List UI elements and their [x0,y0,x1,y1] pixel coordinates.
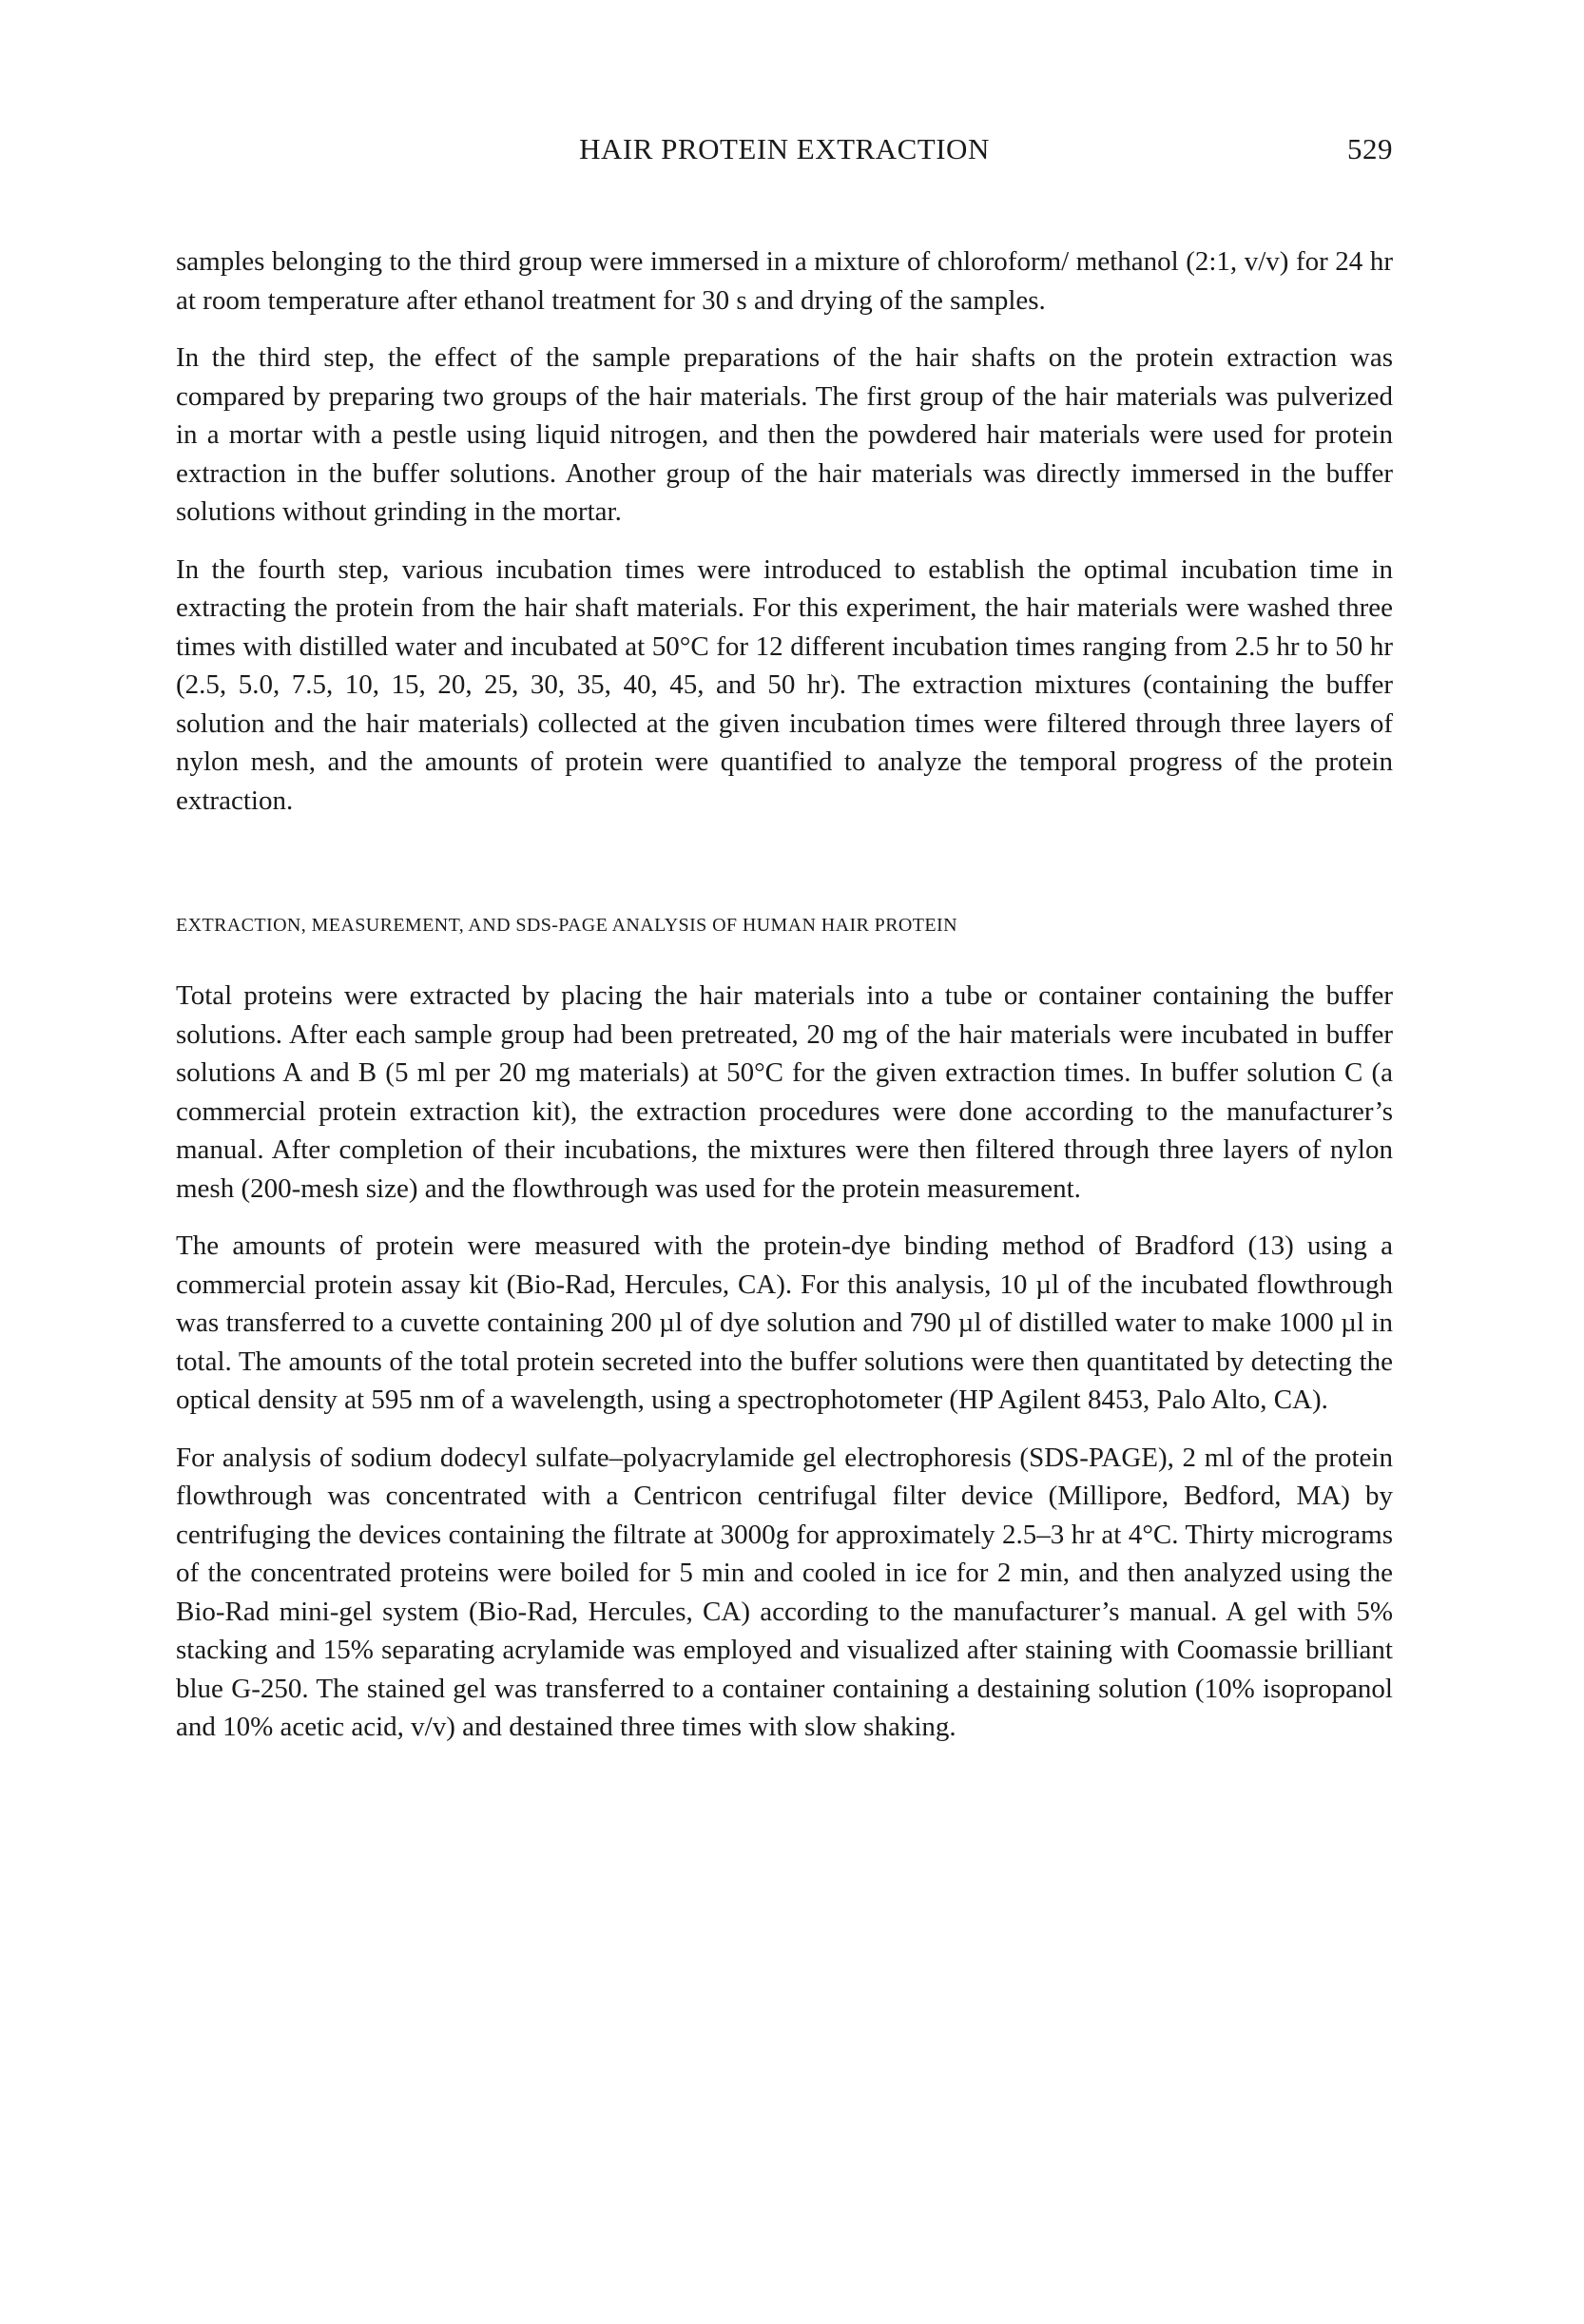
body-paragraph: In the fourth step, various incubation times were introduced to establish the optimal incubation time in extracting the protein from the hair shaft materials. For this experiment, the hair materials were washed three times with distilled water and incubated at 50°C for 12 different incubation times ranging from 2.5 hr to 50 hr (2.5, 5.0, 7.5, 10, 15, 20, 25, 30, 35, 40, 45, and 50 hr). The extraction mixtures (containing the buffer solution and the hair materials) collected at the given incubation times were filtered through three layers of nylon mesh, and the amounts of protein were quantified to analyze the temporal progress of the protein extraction. [176,553,1393,816]
running-title: HAIR PROTEIN EXTRACTION [579,132,990,165]
body-paragraph: For analysis of sodium dodecyl sulfate–polyacrylamide gel electrophoresis (SDS-PAGE), 2 ml of the protein flowthrough was concentrated with a Centricon centrifugal filter device (Millipore, Bedford, MA) by centrifuging the devices containing the filtrate at 3000g for approximately 2.5–3 hr at 4°C. Thirty micrograms of the concentrated proteins were boiled for 5 min and cooled in ice for 2 min, and then analyzed using the Bio-Rad mini-gel system (Bio-Rad, Hercules, CA) according to the manufacturer’s manual. A gel with 5% stacking and 15% separating acrylamide was employed and visualized after staining with Coomassie brilliant blue G-250. The stained gel was transferred to a container containing a destaining solution (10% isopropanol and 10% acetic acid, v/v) and destained three times with slow shaking. [176,1442,1393,1742]
section-heading: EXTRACTION, MEASUREMENT, AND SDS-PAGE ANALYSIS OF HUMAN HAIR PROTEIN [176,915,957,936]
body-paragraph: The amounts of protein were measured with the protein-dye binding method of Bradford (13) using a commercial protein assay kit (Bio-Rad, Hercules, CA). For this analysis, 10 µl of the incubated flowthrough was transferred to a cuvette containing 200 µl of dye solution and 790 µl of distilled water to make 1000 µl in total. The amounts of the total protein secreted into the buffer solutions were then quantitated by detecting the optical density at 595 nm of a wavelength, using a spectrophotometer (HP Agilent 8453, Palo Alto, CA). [176,1230,1393,1415]
document-page [176,128,1393,1766]
body-paragraph: Total proteins were extracted by placing the hair materials into a tube or container containing the buffer solutions. After each sample group had been pretreated, 20 mg of the hair materials were incubated in buffer solutions A and B (5 ml per 20 mg materials) at 50°C for the given extraction times. In buffer solution C (a commercial protein extraction kit), the extraction procedures were done according to the manufacturer’s manual. After completion of their incubations, the mixtures were then filtered through three layers of nylon mesh (200-mesh size) and the flowthrough was used for the protein measurement. [176,980,1393,1204]
body-paragraph: In the third step, the effect of the sample preparations of the hair shafts on the protein extraction was compared by preparing two groups of the hair materials. The first group of the hair materials was pulverized in a mortar with a pestle using liquid nitrogen, and then the powdered hair materials were used for protein extraction in the buffer solutions. Another group of the hair materials was directly immersed in the buffer solutions without grinding in the mortar. [176,342,1393,527]
body-paragraph: samples belonging to the third group were immersed in a mixture of chloroform/ methanol (2:1, v/v) for 24 hr at room temperature after ethanol treatment for 30 s and drying of the samples. [176,246,1393,316]
page-number: 529 [1347,132,1393,165]
running-header [176,128,1393,176]
